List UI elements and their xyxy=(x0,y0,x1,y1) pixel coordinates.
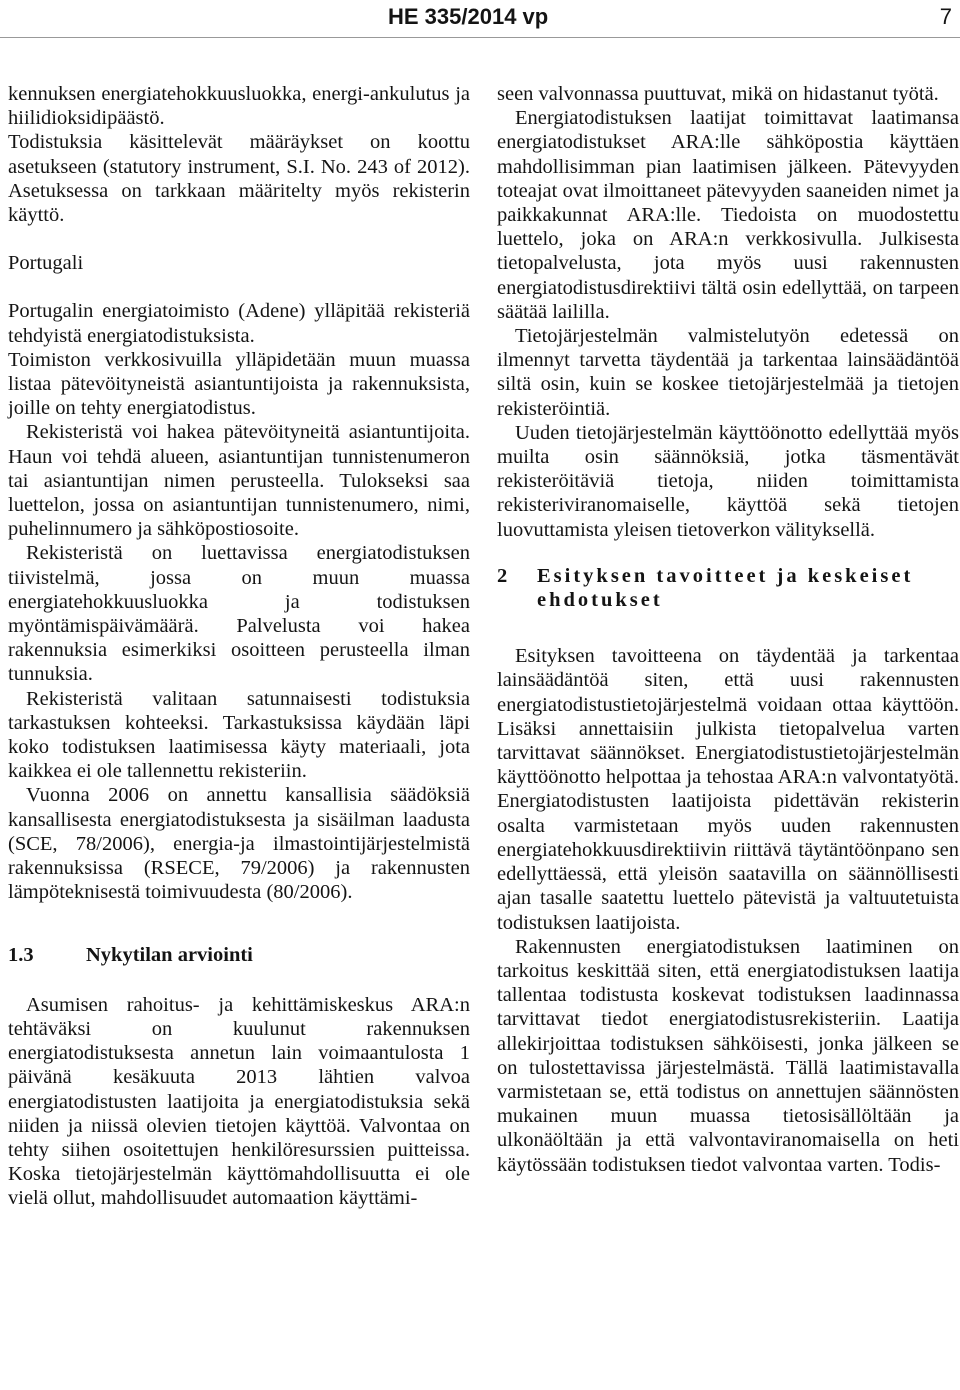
paragraph-portugal-6: Vuonna 2006 on annettu kansallisia säädöksiä kansallisesta energiatodistuksesta ja sisäilman laadusta (SCE, 78/2006), energia-ja ilmastointijärjestelmistä rakennuksissa (RSECE, 79/2006) ja rakennusten lämpöteknisestä toimivuudesta (80/2006). xyxy=(8,784,470,904)
paragraph-portugal-3: Rekisteristä voi hakea pätevöityneitä asiantuntijoita. Haun voi tehdä alueen, asiantuntijan tunnistenumeron tai asiantuntijan nimen perusteella. Tulokseksi saa luettelon, jossa on asiantuntijan tunnistenumero, nimi, puhelinnumero ja sähköpostiosoite. xyxy=(8,421,470,541)
right-column xyxy=(497,82,959,1177)
section-title: Esityksen tavoitteet ja keskeiset ehdotukset xyxy=(537,564,914,612)
section-number: 2 xyxy=(497,564,508,587)
section-heading-1-3 xyxy=(8,943,470,967)
paragraph-continued: seen valvonnassa puuttuvat, mikä on hidastanut työtä. xyxy=(497,83,939,105)
page-number: 7 xyxy=(939,4,952,29)
paragraph-right-1: Energiatodistuksen laatijat toimittavat laatimansa energiatodistukset ARA:lle sähköpostia käyttäen mahdollisimman pian laatimisen jälkeen. Pätevyyden toteajat ovat ilmoittaneet pätevyyden saaneiden nimet ja paikkakunnat ARA:lle. Tiedoista on muodostettu luettelo, joka on ARA:n verkkosivulla. Julkisesta tietopalvelusta, jota myös uusi rakennusten energiatodistusdirektiivi tältä osin edellyttää, on tarpeen säätää laililla. xyxy=(497,107,959,323)
paragraph-portugal-1: Portugalin energiatoimisto (Adene) ylläpitää rekisteriä tehdyistä energiatodistuksista. xyxy=(8,300,470,347)
paragraph-intro-b: Todistuksia käsittelevät määräykset on koottu asetukseen (statutory instrument, S.I. No. 243 of 2012). Asetuksessa on tarkkaan määritelty myös rekisterin käyttö. xyxy=(8,131,470,227)
paragraph-right-2: Tietojärjestelmän valmistelutyön edetessä on ilmennyt tarvetta täydentää ja tarkentaa lainsäädäntöä siltä osin, kuin se koskee tietojärjestelmää ja tietojen rekisteröintiä. xyxy=(497,325,959,420)
document-id: HE 335/2014 vp xyxy=(388,4,549,29)
left-column xyxy=(8,82,470,1211)
header-rule xyxy=(0,37,960,38)
paragraph-arviointi: Asumisen rahoitus- ja kehittämiskeskus ARA:n tehtäväksi on kuulunut rakennuksen energiatodistuksesta annetun lain voimaantulosta 1 päivänä kesäkuuta 2013 lähtien valvoa energiatodistusten laatijoita ja energiatodistuksia sekä niiden ja niissä olevien tietojen käyttöä. Valvontaa on tehty siihen osoitettujen henkilöresurssien puitteissa. Koska tietojärjestelmän käyttömahdollisuutta ei ole vielä ollut, mahdollisuudet automaation käyttämi- xyxy=(8,993,470,1210)
paragraph-portugal-2: Toimiston verkkosivuilla ylläpidetään muun muassa listaa pätevöityneistä asiantuntijoista ja rakennuksista, joille on tehty energiatodistus. xyxy=(8,348,470,420)
page-header xyxy=(0,4,960,34)
paragraph-right-5: Rakennusten energiatodistuksen laatiminen on tarkoitus keskittää siten, että energiatodistuksen laatija tallentaa todistusta koskevat todistuksen laadinnassa tarvittavat tiedot energiatodistusrekisteriin. Laatija allekirjoittaa todistuksen sähköisesti, jonka jälkeen se on tulostettavissa järjestelmästä. Tällä laatimistavalla varmistetaan se, että todistus on annettujen säännösten mukainen muun muassa tietosisällöltään ja ulkonäöltään ja että valvontaviranomaisella on heti käytössään todistuksen tiedot valvontaa varten. Todis- xyxy=(497,935,959,1176)
paragraph-intro-a: kennuksen energiatehokkuusluokka, energi-ankulutus ja hiilidioksidipäästö. xyxy=(8,83,470,130)
paragraph-right-4: Esityksen tavoitteena on täydentää ja tarkentaa lainsäädäntöä siten, että uusi rakennusten energiatodistustietojärjestelmä voidaan ottaa käyttöön. Lisäksi annettaisiin julkista tietopalvelua varten tarvittavat säännökset. Energiatodistustietojärjestelmän käyttöönotto helpottaa ja tehostaa ARA:n valvontatyötä. Energiatodistusten laatijoista pidettävän rekisterin osalta varmistetaan myös uuden rakennusten energiatehokkuusdirektiivin riittävä täytäntöönpano sen edellyttäessä, että yleisön saatavilla on säännöllisesti ajan tasalle saatettu luettelo pätevistä ja valtuutetuista todistuksen laatijoista. xyxy=(497,645,959,934)
paragraph-right-3: Uuden tietojärjestelmän käyttöönotto edellyttää myös muilta osin säännöksiä, jotka täsmentävät rekisteröitäviä tietoja, niiden toimittamista rekisteriviranomaiselle, käyttöä sekä tietojen luovuttamista yleisen tietoverkon välityksellä. xyxy=(497,421,959,541)
paragraph-portugal-4: Rekisteristä on luettavissa energiatodistuksen tiivistelmä, jossa on muun muassa energiatehokkuusluokka ja todistuksen myöntämispäivämäärä. Palvelusta voi hakea rakennuksia esimerkiksi osoitteen perusteella ilman tunnuksia. xyxy=(8,542,470,686)
section-title: Nykytilan arviointi xyxy=(86,943,253,966)
section-heading-2 xyxy=(497,564,959,612)
paragraph-portugal-5: Rekisteristä valitaan satunnaisesti todistuksia tarkastuksen kohteeksi. Tarkastuksissa käydään läpi koko todistuksen laatimisessa käyty materiaali, jota kaikkea ei ole tallennettu rekisteriin. xyxy=(8,687,470,783)
section-number: 1.3 xyxy=(8,943,34,966)
heading-portugal: Portugali xyxy=(8,252,84,275)
